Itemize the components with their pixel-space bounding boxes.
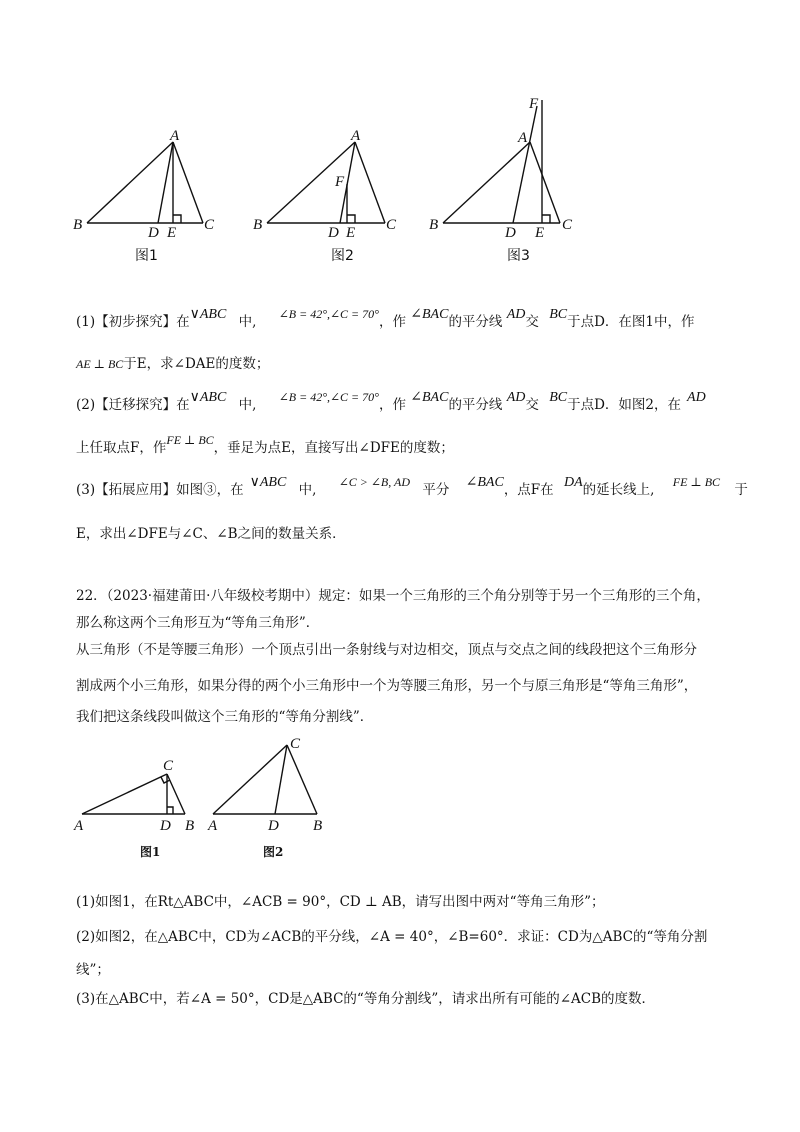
q22-sub3 bbox=[76, 987, 655, 1007]
vertex-label-a: A bbox=[518, 130, 528, 146]
part-heading: (1)【初步探究】在 bbox=[76, 314, 190, 330]
vertex-label-f: F bbox=[335, 174, 345, 190]
text: (3)在△ABC中，若∠A = 50°，CD是△ABC的“等角分割线”，请求出所有可能的∠ACB的度数． bbox=[76, 991, 656, 1007]
part-heading: (2)【迁移探究】在 bbox=[76, 397, 190, 413]
angle-bac: ∠BAC bbox=[410, 390, 449, 405]
angle-conditions: ∠B = 42°,∠C = 70° bbox=[278, 307, 379, 321]
vertex-label-c: C bbox=[290, 736, 301, 752]
angle-conditions: ∠C > ∠B, AD bbox=[338, 475, 411, 489]
vertex-label-d: D bbox=[268, 818, 279, 834]
q21-part3-line1 bbox=[76, 475, 748, 499]
vertex-label-d: D bbox=[160, 818, 171, 834]
vertex-label-e: E bbox=[167, 225, 177, 241]
q22-line2 bbox=[76, 611, 319, 631]
vertex-label-d: D bbox=[505, 225, 516, 241]
q21-part1-line2 bbox=[76, 352, 269, 372]
vertex-label-a: A bbox=[208, 818, 218, 834]
text: (1)如图1，在Rt△ABC中，∠ACB = 90°，CD ⊥ AB，请写出图中两对“等角三角形”； bbox=[76, 894, 605, 910]
figure-caption: 图3 bbox=[507, 248, 530, 264]
text: 于点D．在图1中，作 bbox=[567, 314, 695, 330]
text: 的平分线 bbox=[448, 314, 503, 330]
triangle-symbol: ∨ABC bbox=[189, 307, 227, 322]
perpendicular-condition: FE ⊥ BC bbox=[166, 433, 214, 447]
angle-conditions: ∠B = 42°,∠C = 70° bbox=[278, 390, 379, 404]
q21-part2-line2 bbox=[76, 433, 454, 456]
vertex-label-c: C bbox=[562, 217, 573, 233]
q22-line3 bbox=[76, 638, 697, 658]
text: 上任取点F，作 bbox=[76, 440, 167, 456]
angle-bac: ∠BAC bbox=[410, 307, 449, 322]
vertex-label-a: A bbox=[74, 818, 84, 834]
segment-ad: AD bbox=[687, 390, 706, 405]
q21-figure-1 bbox=[70, 120, 240, 270]
vertex-label-a: A bbox=[170, 128, 180, 144]
q22-sub2 bbox=[76, 925, 707, 945]
vertex-label-c: C bbox=[204, 217, 215, 233]
text: E，求出∠DFE与∠C、∠B之间的数量关系． bbox=[76, 526, 346, 542]
text: 从三角形（不是等腰三角形）一个顶点引出一条射线与对边相交，顶点与交点之间的线段把这个三角形分 bbox=[76, 642, 697, 658]
text: ，点F在 bbox=[503, 482, 554, 498]
vertex-label-c: C bbox=[386, 217, 397, 233]
q22-figure-2 bbox=[205, 732, 335, 862]
figure-caption: 图2 bbox=[263, 845, 284, 859]
text: 于 bbox=[734, 482, 748, 498]
text: ，作 bbox=[378, 397, 406, 413]
vertex-label-b: B bbox=[429, 217, 439, 233]
q22-line1 bbox=[76, 584, 710, 604]
triangle-symbol: ∨ABC bbox=[189, 390, 227, 405]
text: 中, bbox=[238, 397, 257, 413]
vertex-label-c: C bbox=[163, 758, 174, 774]
vertex-label-e: E bbox=[346, 225, 356, 241]
vertex-label-a: A bbox=[351, 128, 361, 144]
angle-bac: ∠BAC bbox=[465, 475, 504, 490]
segment-ad: AD bbox=[506, 307, 526, 322]
triangle-symbol: ∨ABC bbox=[249, 475, 287, 490]
text: 我们把这条线段叫做这个三角形的“等角分割线”． bbox=[76, 709, 374, 725]
segment-bc: BC bbox=[549, 307, 568, 322]
segment-ad: AD bbox=[506, 390, 526, 405]
text: (2)如图2，在△ABC中，CD为∠ACB的平分线，∠A = 40°，∠B=60°．求证：CD为△ABC的“等角分割 bbox=[76, 929, 708, 945]
text: ，垂足为点E，直接写出∠DFE的度数； bbox=[213, 440, 454, 456]
q21-part1-line1 bbox=[76, 307, 695, 331]
text: ，作 bbox=[378, 314, 406, 330]
perpendicular-condition: AE ⊥ BC bbox=[76, 357, 124, 371]
perpendicular-condition: FE ⊥ BC bbox=[672, 475, 721, 489]
q22-sub1 bbox=[76, 890, 604, 910]
text: 割成两个小三角形，如果分得的两个小三角形中一个为等腰三角形，另一个与原三角形是“等角三角形”， bbox=[76, 678, 698, 694]
vertex-label-f: F bbox=[529, 96, 539, 112]
figure-caption: 图2 bbox=[331, 248, 354, 264]
q21-part3-line2 bbox=[76, 522, 346, 542]
text: 的平分线 bbox=[448, 397, 503, 413]
segment-bc: BC bbox=[549, 390, 568, 405]
vertex-label-b: B bbox=[253, 217, 263, 233]
text: 平分 bbox=[422, 482, 450, 498]
q22-figure-1 bbox=[70, 752, 200, 862]
vertex-label-b: B bbox=[73, 217, 83, 233]
text: 于E，求∠DAE的度数； bbox=[123, 356, 270, 372]
q22-line5 bbox=[76, 705, 373, 725]
vertex-label-d: D bbox=[148, 225, 159, 241]
q21-figure-2 bbox=[245, 120, 415, 270]
q22-line4 bbox=[76, 674, 697, 694]
q21-figure-3 bbox=[425, 92, 595, 272]
text: 的延长线上, bbox=[582, 482, 655, 498]
q21-part2-line1 bbox=[76, 390, 706, 414]
q22-sub2-cont bbox=[76, 958, 110, 978]
vertex-label-d: D bbox=[328, 225, 339, 241]
text: 于点D．如图2，在 bbox=[567, 397, 682, 413]
vertex-label-e: E bbox=[535, 225, 545, 241]
figure-caption: 图1 bbox=[135, 248, 158, 264]
text: 那么称这两个三角形互为“等角三角形”． bbox=[76, 615, 320, 631]
text: 中, bbox=[298, 482, 317, 498]
vertex-label-b: B bbox=[313, 818, 323, 834]
text: 交 bbox=[525, 397, 539, 413]
vertex-label-b: B bbox=[185, 818, 195, 834]
text: 22．（2023·福建莆田·八年级校考期中）规定：如果一个三角形的三个角分别等于另一个三角形的三个角， bbox=[76, 588, 710, 604]
segment-da: DA bbox=[563, 475, 583, 490]
text: 交 bbox=[525, 314, 539, 330]
figure-caption: 图1 bbox=[140, 845, 161, 859]
text: 线”； bbox=[76, 962, 110, 978]
part-heading: (3)【拓展应用】如图③，在 bbox=[76, 482, 244, 498]
text: 中, bbox=[238, 314, 257, 330]
